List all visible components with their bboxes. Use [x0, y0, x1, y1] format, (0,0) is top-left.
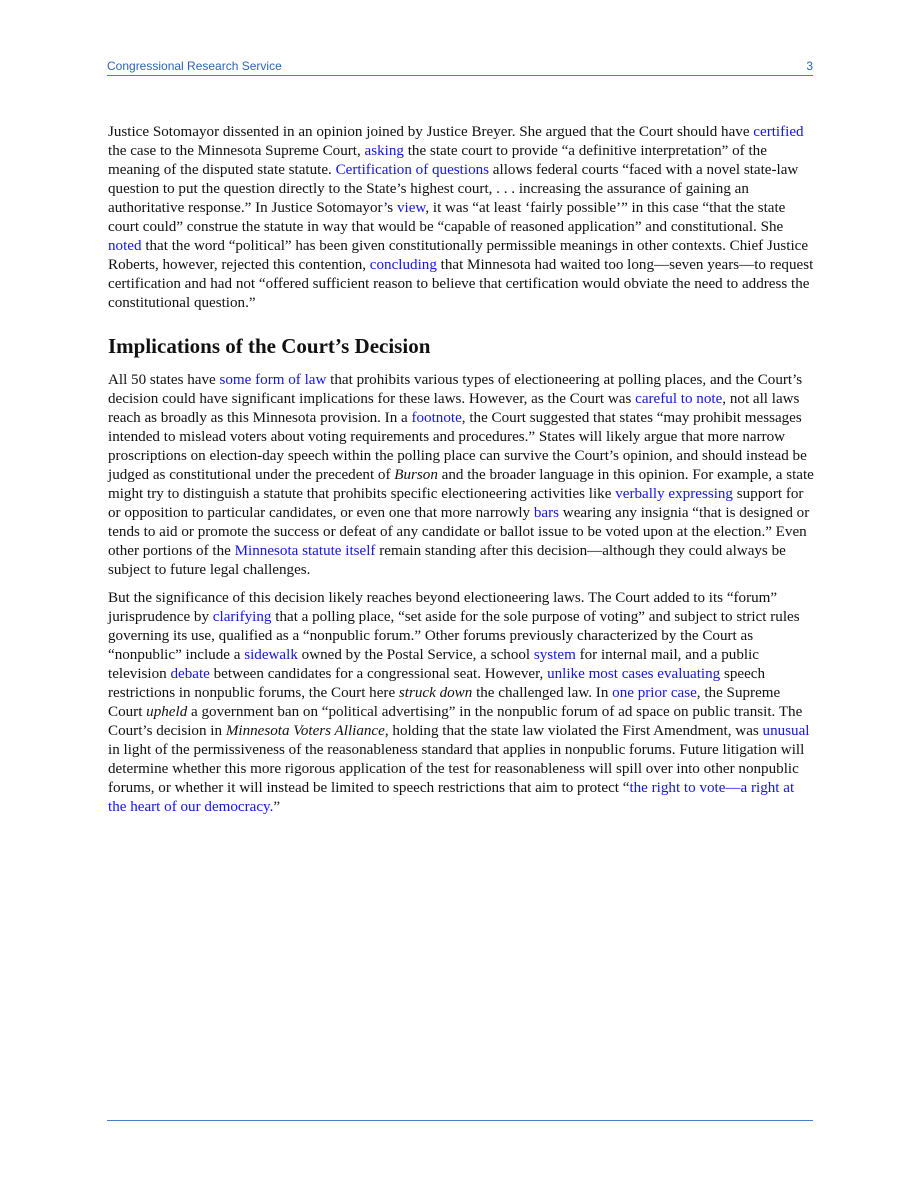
- hyperlink[interactable]: careful to note: [635, 391, 723, 407]
- header-organization: Congressional Research Service: [107, 59, 282, 73]
- text-run: remain standing after this decision—although they could always be subject to future legal challenges.: [108, 543, 786, 578]
- section-paragraphs: [108, 371, 814, 817]
- hyperlink[interactable]: unlike most cases evaluating: [547, 666, 721, 682]
- hyperlink[interactable]: noted: [108, 238, 142, 254]
- page-number: 3: [806, 59, 813, 73]
- hyperlink[interactable]: unusual: [762, 723, 810, 739]
- footer-rule: [107, 1120, 813, 1121]
- running-header: [107, 58, 813, 76]
- italic-text: Minnesota Voters Alliance: [225, 723, 385, 739]
- section-heading: Implications of the Court’s Decision: [108, 334, 431, 358]
- hyperlink[interactable]: one prior case: [612, 685, 697, 701]
- hyperlink[interactable]: debate: [170, 666, 210, 682]
- hyperlink[interactable]: footnote: [411, 410, 462, 426]
- hyperlink[interactable]: view: [396, 200, 426, 216]
- text-run: speech restrictions in nonpublic forums, the Court here: [108, 666, 766, 701]
- hyperlink[interactable]: clarifying: [212, 609, 272, 625]
- hyperlink[interactable]: the right to vote—a right at the heart of our democracy.: [108, 780, 795, 815]
- text-run: Justice Sotomayor dissented in an opinion joined by Justice Breyer. She argued that the Court should have: [108, 124, 754, 140]
- text-run: in light of the permissiveness of the reasonableness standard that applies in nonpublic forums. Future litigation will determine whether this more rigorous application of the test for reasonableness will spill over into other nonpublic forums, or whether it will instead be limited to speech restrictions that aim to protect “: [108, 742, 805, 796]
- text-run: that the word “political” has been given constitutionally permissible meanings in other contexts. Chief Justice Roberts, however, rejected this contention,: [108, 238, 809, 273]
- paragraph: [108, 123, 814, 313]
- text-run: and the broader language in this opinion. For example, a state might try to distinguish a statute that prohibits specific electioneering activities like: [108, 467, 814, 502]
- text-run: for internal mail, and a public television: [108, 647, 759, 682]
- intro-paragraphs: [108, 123, 814, 313]
- italic-text: upheld: [146, 704, 188, 720]
- text-run: that Minnesota had waited too long—seven years—to request certification and had not “offered sufficient reason to believe that certification would obviate the need to address the constitutional question.”: [108, 257, 814, 311]
- paragraph: [108, 371, 814, 580]
- hyperlink[interactable]: Minnesota statute itself: [234, 543, 376, 559]
- italic-text: Burson: [394, 467, 438, 483]
- paragraph: [108, 589, 814, 817]
- hyperlink[interactable]: some form of law: [219, 372, 327, 388]
- text-run: the case to the Minnesota Supreme Court,: [108, 143, 365, 159]
- text-run: that prohibits various types of electioneering at polling places, and the Court’s decision could have significant implications for these laws. However, as the Court was: [108, 372, 803, 407]
- text-run: , holding that the state law violated the First Amendment, was: [384, 723, 763, 739]
- italic-text: struck down: [398, 685, 473, 701]
- text-run: , not all laws reach as broadly as this Minnesota provision. In a: [108, 391, 800, 426]
- text-run: the state court to provide “a definitive interpretation” of the meaning of the disputed state statute.: [108, 143, 767, 178]
- text-run: the challenged law. In: [472, 685, 613, 701]
- hyperlink[interactable]: bars: [533, 505, 560, 521]
- document-body: [108, 123, 814, 826]
- text-run: allows federal courts “faced with a novel state-law question to put the question directly to the State’s highest court, . . . increasing the assurance of gaining an authoritative response.” In Justice Sotomayor’s: [108, 162, 799, 216]
- text-run: All 50 states have: [108, 372, 220, 388]
- hyperlink[interactable]: system: [533, 647, 576, 663]
- text-run: support for or opposition to particular candidates, or even one that more narrowly: [108, 486, 804, 521]
- text-run: ”: [273, 799, 281, 815]
- hyperlink[interactable]: asking: [364, 143, 404, 159]
- hyperlink[interactable]: sidewalk: [244, 647, 298, 663]
- text-run: , the Supreme Court: [108, 685, 781, 720]
- text-run: But the significance of this decision likely reaches beyond electioneering laws. The Court added to its “forum” jurisprudence by: [108, 590, 778, 625]
- text-run: wearing any insignia “that is designed or tends to aid or promote the success or defeat of any candidate or ballot issue to be voted upon at the election.” Even other portions of the: [108, 505, 810, 559]
- hyperlink[interactable]: Certification of questions: [335, 162, 490, 178]
- text-run: between candidates for a congressional seat. However,: [209, 666, 548, 682]
- hyperlink[interactable]: certified: [753, 124, 804, 140]
- text-run: a government ban on “political advertising” in the nonpublic forum of ad space on public transit. The Court’s decision in: [108, 704, 803, 739]
- hyperlink[interactable]: concluding: [369, 257, 437, 273]
- text-run: , it was “at least ‘fairly possible’” in this case “that the state court could” construe the statute in way that would be “capable of reasoned application” and constitutional. She: [108, 200, 786, 235]
- hyperlink[interactable]: verbally expressing: [615, 486, 733, 502]
- text-run: owned by the Postal Service, a school: [297, 647, 534, 663]
- text-run: , the Court suggested that states “may prohibit messages intended to mislead voters about voting requirements and procedures.” States will likely argue that more narrow proscriptions on election-day speech within the polling place can survive the Court’s opinion, and should instead be judged as constitutional under the precedent of: [108, 410, 807, 483]
- text-run: that a polling place, “set aside for the sole purpose of voting” and subject to strict rules governing its use, qualified as a “nonpublic forum.” Other forums previously characterized by the Court as “nonpublic” include a: [108, 609, 800, 663]
